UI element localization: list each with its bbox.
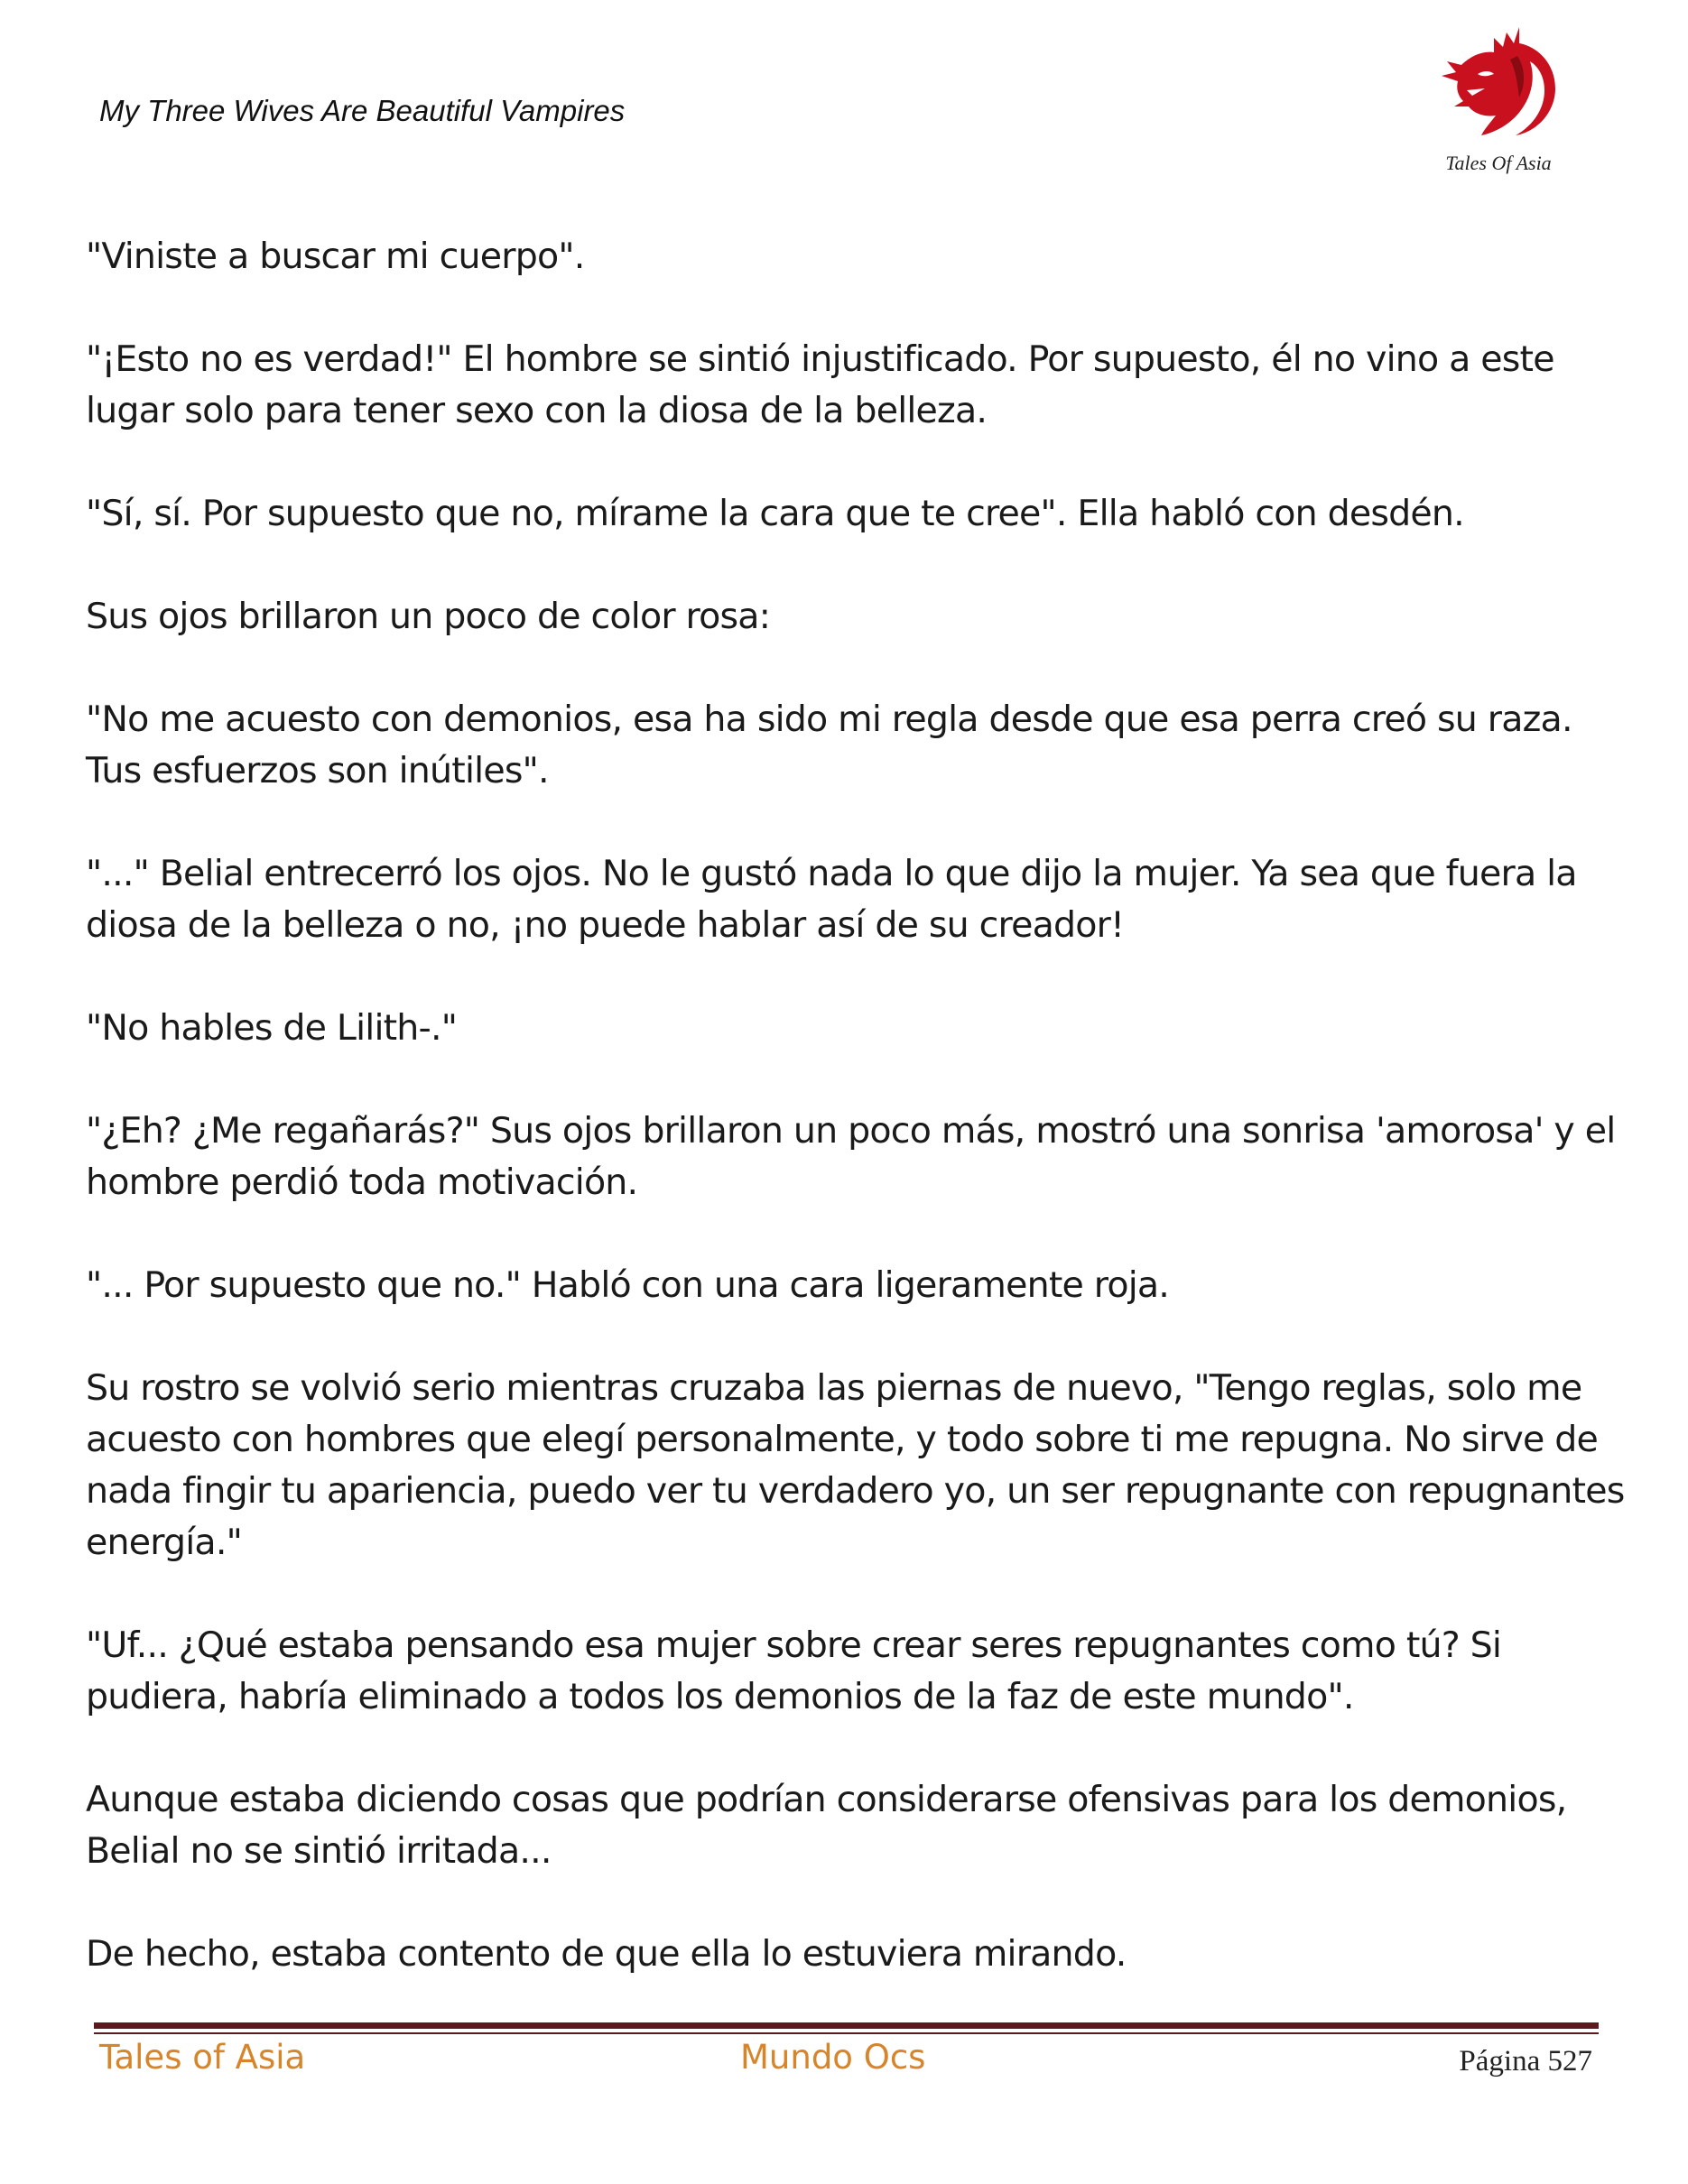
paragraph-line: De hecho, estaba contento de que ella lo estuviera mirando. (86, 1933, 1127, 1975)
paragraph-line: Tus esfuerzos son inútiles". (86, 750, 549, 791)
footer-rule (94, 2022, 1599, 2029)
paragraph (86, 1106, 1620, 1208)
paragraph-line: "..." Belial entrecerró los ojos. No le gustó nada lo que dijo la mujer. Ya sea que fuera la (86, 853, 1577, 894)
paragraph-line: "... Por supuesto que no." Habló con una cara ligeramente roja. (86, 1264, 1170, 1306)
publisher-logo (1431, 20, 1566, 182)
paragraph (86, 1003, 1620, 1054)
paragraph-line: lugar solo para tener sexo con la diosa de la belleza. (86, 390, 988, 431)
paragraph-line: "No me acuesto con demonios, esa ha sido mi regla desde que esa perra creó su raza. (86, 699, 1572, 740)
paragraph-line: "Viniste a buscar mi cuerpo". (86, 236, 585, 277)
paragraph-line: Belial no se sintió irritada... (86, 1830, 552, 1872)
paragraph-line: nada fingir tu apariencia, puedo ver tu verdadero yo, un ser repugnante con repugnantes (86, 1470, 1625, 1512)
paragraph-line: Sus ojos brillaron un poco de color rosa: (86, 596, 771, 637)
paragraph-line: "Uf... ¿Qué estaba pensando esa mujer sobre crear seres repugnantes como tú? Si (86, 1624, 1502, 1666)
paragraph-line: "Sí, sí. Por supuesto que no, mírame la cara que te cree". Ella habló con desdén. (86, 493, 1464, 534)
paragraph (86, 231, 1620, 282)
paragraph (86, 1929, 1620, 1980)
paragraph-line: diosa de la belleza o no, ¡no puede hablar así de su creador! (86, 904, 1125, 946)
paragraph-line: "¿Eh? ¿Me regañarás?" Sus ojos brillaron un poco más, mostró una sonrisa 'amorosa' y el (86, 1110, 1616, 1152)
paragraph (86, 1620, 1620, 1723)
paragraph-line: acuesto con hombres que elegí personalmente, y todo sobre ti me repugna. No sirve de (86, 1419, 1598, 1460)
paragraph-line: Su rostro se volvió serio mientras cruzaba las piernas de nuevo, "Tengo reglas, solo me (86, 1367, 1582, 1409)
paragraph (86, 334, 1620, 437)
paragraph-line: energía." (86, 1522, 242, 1563)
page-body (86, 231, 1625, 2031)
paragraph (86, 1260, 1620, 1311)
footer-rule-thin (94, 2032, 1599, 2034)
paragraph-line: pudiera, habría eliminado a todos los demonios de la faz de este mundo". (86, 1676, 1354, 1717)
page-number: Página 527 (1459, 2045, 1592, 2078)
paragraph-line: hombre perdió toda motivación. (86, 1161, 638, 1203)
paragraph (86, 848, 1620, 951)
paragraph (86, 694, 1620, 797)
paragraph-line: "No hables de Lilith-." (86, 1007, 458, 1049)
red-dragon-icon (1431, 20, 1566, 155)
footer-section: Mundo Ocs (740, 2038, 926, 2077)
paragraph (86, 488, 1620, 540)
paragraph-line: "¡Esto no es verdad!" El hombre se sintió injustificado. Por supuesto, él no vino a este (86, 338, 1554, 380)
paragraph (86, 1774, 1620, 1877)
book-title: My Three Wives Are Beautiful Vampires (99, 94, 626, 127)
logo-caption: Tales Of Asia (1445, 152, 1552, 174)
paragraph (86, 591, 1620, 643)
paragraph-line: Aunque estaba diciendo cosas que podrían considerarse ofensivas para los demonios, (86, 1779, 1567, 1820)
paragraph (86, 1363, 1625, 1569)
footer-publisher: Tales of Asia (99, 2038, 306, 2077)
